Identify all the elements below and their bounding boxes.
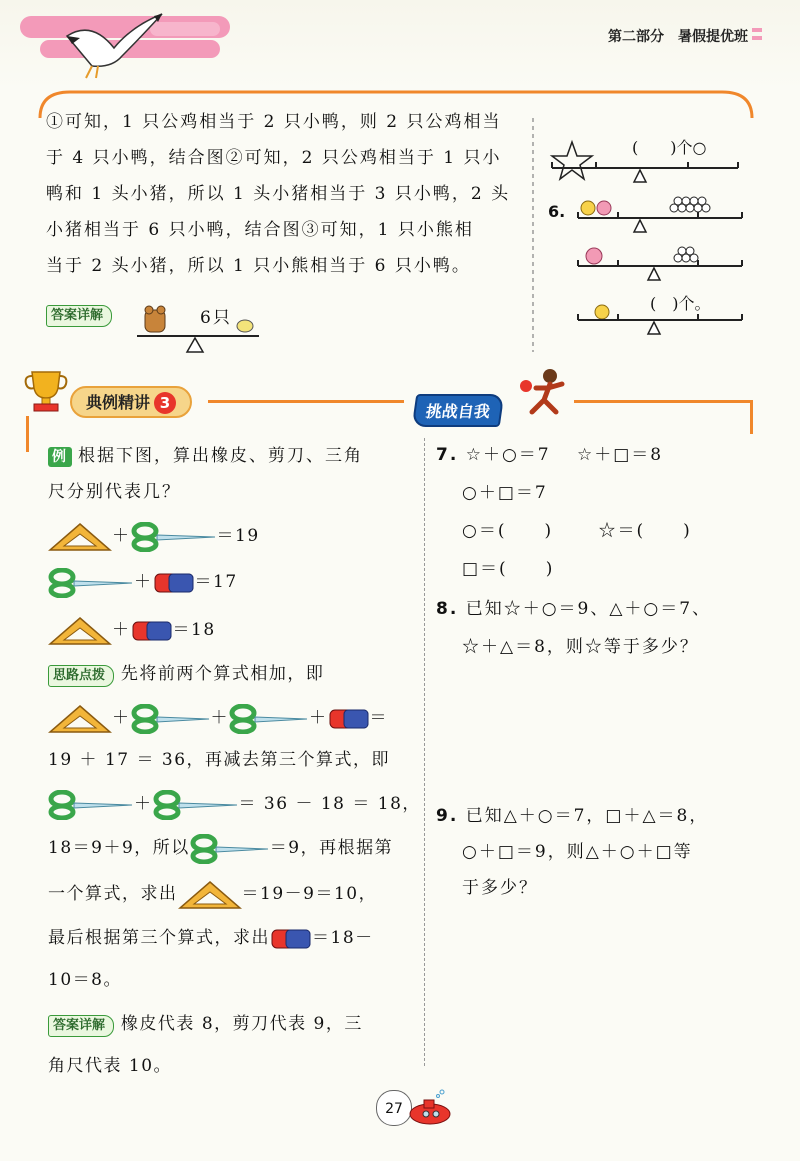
question-9: 9. 已知△＋○＝7，□＋△＝8， ○＋□＝9，则△＋○＋□等 于多少？ [436,806,709,898]
text-line: 当于 2 头小猪，所以 1 只小熊相当于 6 只小鸭。 [46,256,471,276]
triangle-ruler-icon [48,616,112,646]
eraser-icon [153,570,195,596]
triangle-ruler-icon [48,522,112,552]
example-question-line: 尺分别代表几？ [48,482,181,502]
text-line: 鸭和 1 头小猪，所以 1 头小猪相当于 3 只小鸭，2 头 [46,184,511,204]
hint-equation-line: 一个算式，求出 ＝19－9＝10， [48,870,377,918]
equation-3: ＋ ＝18 [48,606,216,654]
triangle-ruler-icon [48,704,112,734]
question-number: 6. [548,202,566,221]
hint-text-line: 19 ＋ 17 ＝ 36，再减去第三个算式，即 [48,750,391,770]
hint-tag: 思路点拨 [48,665,114,687]
balance-label: 6只 [200,308,232,328]
answer-line: 答案详解 橡皮代表 8，剪刀代表 9，三 [48,1000,363,1048]
fruit-balance-scale [574,244,746,284]
scissors-icon [131,704,211,734]
eraser-icon [131,618,173,644]
fruit-balance-scale [574,196,746,236]
example-badge: 例 [48,447,72,467]
trophy-icon [22,368,70,414]
section-line [750,400,753,434]
question-number: 8. [436,599,459,619]
page-number-badge: 27 [376,1090,412,1126]
hint-equation-line: ＋ ＝ 36 － 18 ＝ 18， [48,780,421,828]
scissors-icon [190,834,270,864]
hint-equation-line: ＋ ＋ ＋ ＝ [48,694,388,742]
section-title-pill: 典例精讲 3 [70,386,192,418]
q5-blank: ( )个○ [632,138,707,157]
text-line: 于 4 只小鸭，结合图②可知，2 只公鸡相当于 1 只小 [46,148,502,168]
scissors-icon [229,704,309,734]
scissors-icon [48,790,134,820]
eraser-icon [270,926,312,952]
hint-equation-line: 最后根据第三个算式，求出 ＝18－ [48,914,374,962]
header-section-title: 第二部分 暑假提优班 [608,29,748,45]
hint-line: 思路点拨 先将前两个算式相加，即 [48,650,324,698]
top-left-text [46,104,510,284]
section-line [574,400,750,403]
equation-2: ＋ ＝17 [48,558,238,606]
scissors-icon [131,522,217,552]
answer-tag: 答案详解 [46,304,112,327]
section-line [26,416,29,452]
scissors-icon [48,568,134,598]
section-number: 3 [154,392,176,414]
submarine-icon [404,1086,454,1130]
question-7: 7. ☆＋○＝7 ☆＋□＝8 ○＋□＝7 ○＝( ) ☆＝( ) □＝( ) [436,445,692,579]
example-question-line: 例 根据下图，算出橡皮、剪刀、三角 [48,438,363,474]
question-number: 7. [436,445,459,465]
triangle-ruler-icon [178,880,242,910]
answer-tag: 答案详解 [48,1015,114,1037]
equation-1: ＋ ＝19 [48,512,260,560]
question-number: 9. [436,806,459,826]
scissors-icon [153,790,239,820]
text-line: ①可知，1 只公鸡相当于 2 只小鸭，则 2 只公鸡相当 [46,112,502,132]
runner-icon [516,366,572,422]
column-divider [424,438,425,1066]
answer-line: 角尺代表 10。 [48,1056,173,1076]
hint-text-line: 10＝8。 [48,970,122,990]
hint-equation-line: 18＝9＋9，所以 ＝9，再根据第 [48,824,393,872]
section-line [208,400,404,403]
eraser-icon [328,706,370,732]
text-line: 小猪相当于 6 只小鸭，结合图③可知，1 只小熊相 [46,220,474,240]
question-8: 8. 已知☆＋○＝9、△＋○＝7、 ☆＋△＝8，则☆等于多少？ [436,599,712,657]
challenge-badge: 挑战自我 [412,394,505,427]
q6-blank: ( )个。 [650,294,711,313]
